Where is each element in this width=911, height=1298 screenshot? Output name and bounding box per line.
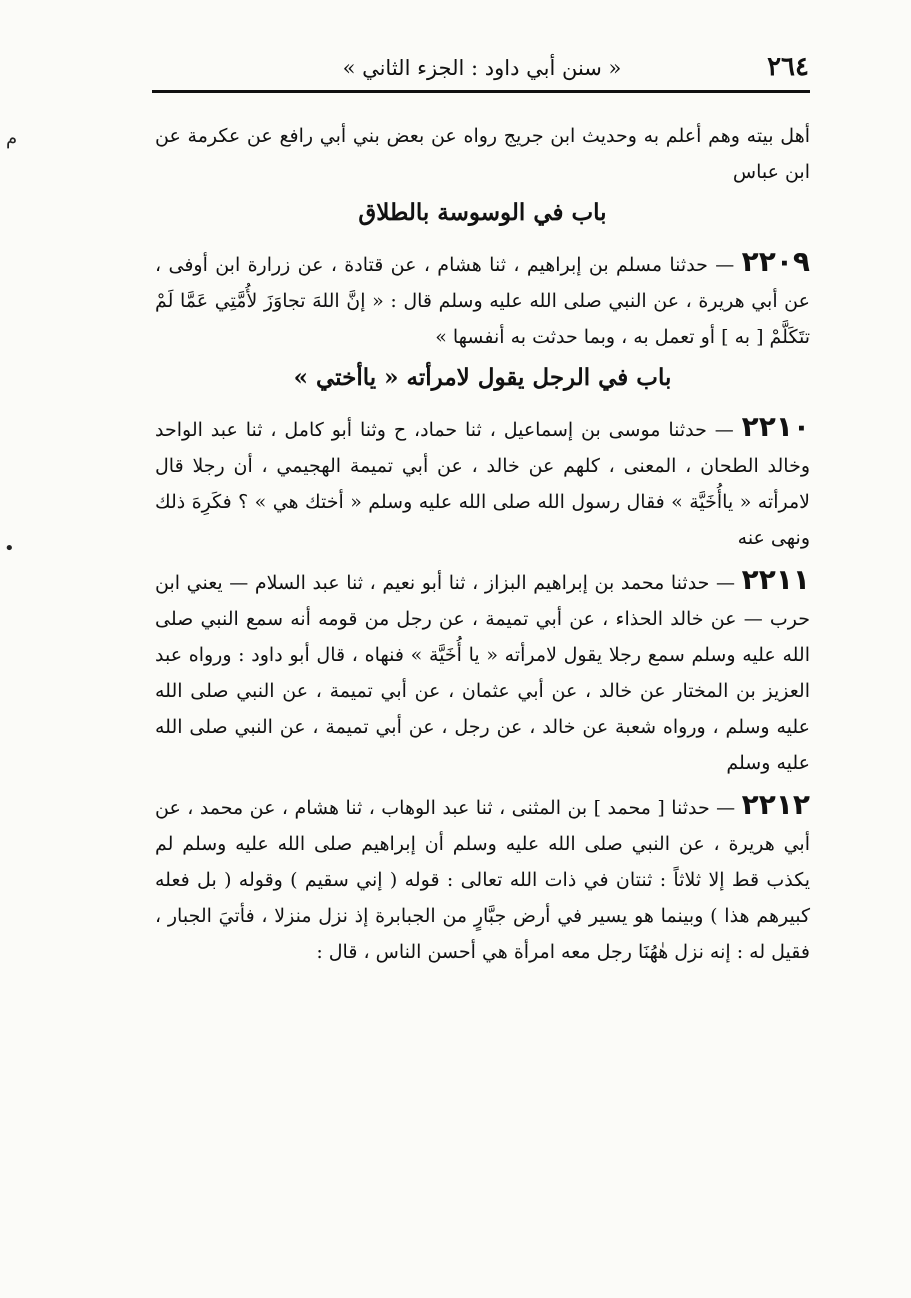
hadith-number: ٢٢٠٩ <box>741 245 810 278</box>
page-header <box>155 50 809 90</box>
hadith-number: ٢٢١٠ <box>741 410 810 443</box>
margin-mark-top: م <box>6 128 18 149</box>
chapter-heading-whisper-divorce: باب في الوسوسة بالطلاق <box>358 199 607 226</box>
hadith-2212 <box>155 787 810 970</box>
running-title: « سنن أبي داود : الجزء الثاني » <box>342 56 622 80</box>
hadith-text: — حدثنا موسى بن إسماعيل ، ثنا حماد، ح وثنا أبو كامل ، ثنا عبد الواحد وخالد الطحان ، المعنى ، كلهم عن خالد ، عن أبي تميمة الهجيمي ، أن رجلا قال لامرأته « ياأُخَيَّة » فقال رسول الله صلى الله عليه وسلم « أختك هي » ؟ فكَرِهَ ذلك ونهى عنه <box>155 419 810 549</box>
hadith-text: — حدثنا مسلم بن إبراهيم ، ثنا هشام ، عن قتادة ، عن زرارة ابن أوفى ، عن أبي هريرة ، عن النبي صلى الله عليه وسلم قال : « إنَّ اللهَ تجاوَزَ لأُمَّتِي عَمَّا لَمْ تتَكَلَّمْ [ به ] أو تعمل به ، وبما حدثت به أنفسها » <box>155 254 810 348</box>
header-rule <box>152 90 810 93</box>
hadith-2211 <box>155 562 810 781</box>
hadith-text: — حدثنا [ محمد ] بن المثنى ، ثنا عبد الوهاب ، ثنا هشام ، عن محمد ، عن أبي هريرة ، عن النبي صلى الله عليه وسلم أن إبراهيم صلى الله عليه وسلم لم يكذب قط إلا ثلاثاً : ثنتان في ذات الله تعالى : قوله ( إني سقيم ) وقوله ( بل فعله كبيرهم هذا ) وبينما هو يسير في أرض جبَّارٍ من الجبابرة إذ نزل منزلا ، فأتيَ الجبار ، فقيل له : إنه نزل هٰهُنَا رجل معه امرأة هي أحسن الناس ، قال : <box>155 797 810 963</box>
hadith-text: — حدثنا محمد بن إبراهيم البزاز ، ثنا أبو نعيم ، ثنا عبد السلام — يعني ابن حرب — عن خالد الحذاء ، عن أبي تميمة ، عن رجل من قومه أنه سمع النبي صلى الله عليه وسلم سمع رجلا يقول لامرأته « يا أُخَيَّة » فنهاه ، قال أبو داود : ورواه عبد العزيز بن المختار عن خالد ، عن أبي عثمان ، عن أبي تميمة ، عن النبي صلى الله عليه وسلم ، ورواه شعبة عن خالد ، عن رجل ، عن أبي تميمة ، عن النبي صلى الله عليه وسلم <box>155 572 810 774</box>
margin-mark-middle: • <box>4 538 15 559</box>
chapter-heading-ya-ukhti: باب في الرجل يقول لامرأته « ياأختي » <box>293 364 672 391</box>
hadith-2209 <box>155 244 810 355</box>
intro-paragraph: أهل بيته وهم أعلم به وحديث ابن جريج رواه عن بعض بني أبي رافع عن عكرمة عن ابن عباس <box>155 125 810 183</box>
hadith-number: ٢٢١١ <box>741 563 810 596</box>
page-number: ٢٦٤ <box>767 52 809 82</box>
hadith-number: ٢٢١٢ <box>741 788 810 821</box>
body-text <box>155 118 810 976</box>
hadith-2210 <box>155 409 810 556</box>
